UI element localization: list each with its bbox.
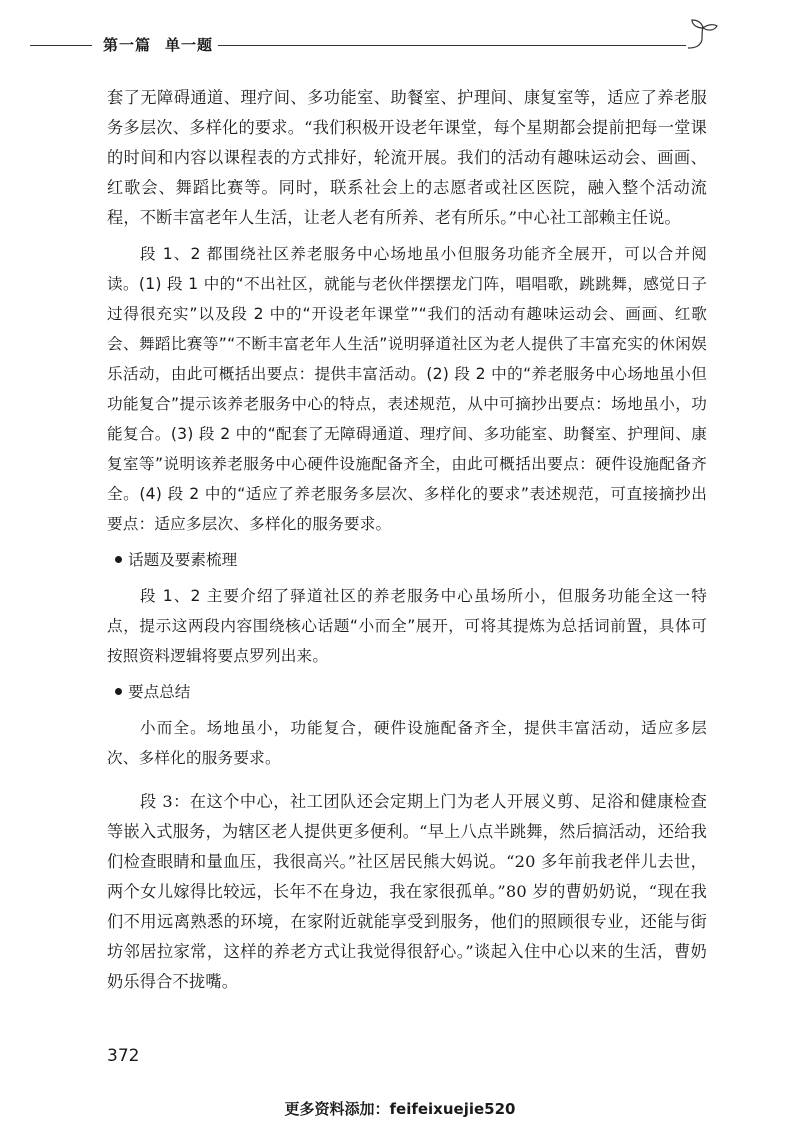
header-title bbox=[103, 34, 227, 55]
analysis-paragraph: 段 1、2 都围绕社区养老服务中心场地虽小但服务功能齐全展开，可以合并阅读。(1) 段 1 中的“不出社区，就能与老伙伴摆摆龙门阵，唱唱歌，跳跳舞，感觉日子过得很充实”以及段 2 中的“开设老年课堂”“我们的活动有趣味运动会、画画、红歌会、舞蹈比赛等”“不断丰富老年人生活”说明驿道社区为老人提供了丰富充实的休闲娱乐活动，由此可概括出要点：提供丰富活动。(2) 段 2 中的“养老服务中心场地虽小但功能复合”提示该养老服务中心的特点，表述规范，从中可摘抄出要点：场地虽小，功能复合。(3) 段 2 中的“配套了无障碍通道、理疗间、多功能室、助餐室、护理间、康复室等”说明该养老服务中心硬件设施配备齐全，由此可概括出要点：硬件设施配备齐全。(4) 段 2 中的“适应了养老服务多层次、多样化的要求”表述规范，可直接摘抄出要点：适应多层次、多样化的服务要求。 bbox=[107, 245, 707, 533]
topic-paragraph: 段 1、2 主要介绍了驿道社区的养老服务中心虽场所小，但服务功能全这一特点，提示这两段内容围绕核心话题“小而全”展开，可将其提炼为总括词前置，具体可按照资料逻辑将要点罗列出来。 bbox=[107, 587, 707, 665]
header-rule-left bbox=[30, 45, 92, 46]
bullet-dot-icon bbox=[115, 688, 122, 695]
bullet-label: 要点总结 bbox=[128, 683, 191, 701]
header-rule-right bbox=[218, 45, 686, 46]
header-section: 单一题 bbox=[165, 36, 214, 54]
bullet-topic-elements bbox=[115, 545, 707, 575]
page-number: 372 bbox=[107, 1046, 140, 1066]
page-body bbox=[107, 83, 707, 997]
summary-paragraph: 小而全。场地虽小，功能复合，硬件设施配备齐全，提供丰富活动，适应多层次、多样化的服务要求。 bbox=[107, 719, 707, 767]
footer-note: 更多资料添加：feifeixuejie520 bbox=[284, 1100, 516, 1118]
sprout-icon bbox=[684, 18, 720, 52]
quote-paragraph-continued: 套了无障碍通道、理疗间、多功能室、助餐室、护理间、康复室等，适应了养老服务多层次、多样化的要求。“我们积极开设老年课堂，每个星期都会提前把每一堂课的时间和内容以课程表的方式排好，轮流开展。我们的活动有趣味运动会、画画、红歌会、舞蹈比赛等。同时，联系社会上的志愿者或社区医院，融入整个活动流程，不断丰富老年人生活，让老人老有所养、老有所乐。”中心社工部赖主任说。 bbox=[107, 88, 707, 227]
bullet-dot-icon bbox=[115, 556, 122, 563]
source-paragraph-3: 段 3：在这个中心，社工团队还会定期上门为老人开展义剪、足浴和健康检查等嵌入式服务，为辖区老人提供更多便利。“早上八点半跳舞，然后搞活动，还给我们检查眼睛和量血压，我很高兴。”社区居民熊大妈说。“20 多年前我老伴儿去世，两个女儿嫁得比较远，长年不在身边，我在家很孤单。”80 岁的曹奶奶说，“现在我们不用远离熟悉的环境，在家附近就能享受到服务，他们的照顾很专业，还能与街坊邻居拉家常，这样的养老方式让我觉得很舒心。”谈起入住中心以来的生活，曹奶奶乐得合不拢嘴。 bbox=[107, 792, 707, 991]
header-part: 第一篇 bbox=[103, 36, 152, 54]
running-header bbox=[0, 26, 800, 66]
bullet-key-points bbox=[115, 677, 707, 707]
bullet-label: 话题及要素梳理 bbox=[128, 551, 238, 569]
